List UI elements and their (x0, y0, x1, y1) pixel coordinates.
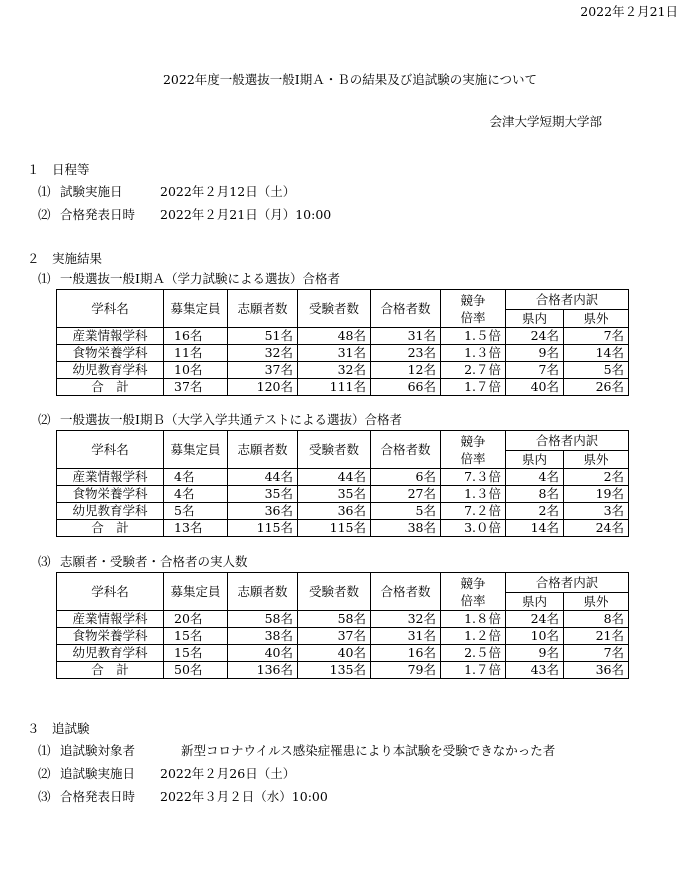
cell-inside: 2名 (506, 503, 564, 520)
table-row (57, 469, 629, 486)
header-ratio-line1: 競争 (460, 292, 486, 308)
schedule-announcement-date (38, 205, 331, 223)
cell-inside: 40名 (506, 379, 564, 396)
cell-applicants: 35名 (228, 486, 298, 503)
cell-passed: 27名 (371, 486, 441, 503)
cell-inside: 43名 (506, 662, 564, 679)
table-row (57, 345, 629, 362)
table-row (57, 328, 629, 345)
header-inside: 県内 (506, 310, 564, 328)
item-number: ⑵ (38, 207, 51, 222)
cell-passed: 38名 (371, 520, 441, 537)
header-passed: 合格者数 (371, 431, 441, 469)
cell-outside: 24名 (564, 520, 629, 537)
cell-passed: 12名 (371, 362, 441, 379)
cell-dept: 合 計 (57, 662, 164, 679)
document-title: 2022年度一般選抜一般Ⅰ期Ａ・Ｂの結果及び追試験の実施について (162, 72, 537, 87)
header-applicants: 志願者数 (228, 573, 298, 611)
cell-ratio: 2.７倍 (441, 362, 506, 379)
cell-capacity: 13名 (164, 520, 228, 537)
cell-examinees: 135名 (298, 662, 371, 679)
cell-ratio: 1.２倍 (441, 628, 506, 645)
cell-dept: 食物栄養学科 (57, 486, 164, 503)
header-passed: 合格者数 (371, 290, 441, 328)
table-row (57, 362, 629, 379)
item-label: 追試験対象者 (60, 743, 136, 758)
table-total-row (57, 520, 629, 537)
cell-passed: 31名 (371, 628, 441, 645)
table-1-caption (38, 269, 340, 287)
cell-passed: 5名 (371, 503, 441, 520)
item-label: 追試験実施日 (60, 766, 136, 781)
header-examinees: 受験者数 (298, 431, 371, 469)
cell-passed: 6名 (371, 469, 441, 486)
header-dept: 学科名 (57, 573, 164, 611)
cell-inside: 24名 (506, 328, 564, 345)
cell-dept: 幼児教育学科 (57, 362, 164, 379)
item-number: ⑵ (38, 766, 51, 781)
caption-text: 一般選抜一般Ⅰ期Ｂ（大学入学共通テストによる選抜）合格者 (60, 412, 402, 427)
cell-applicants: 40名 (228, 645, 298, 662)
cell-inside: 4名 (506, 469, 564, 486)
cell-capacity: 16名 (164, 328, 228, 345)
cell-applicants: 51名 (228, 328, 298, 345)
cell-capacity: 15名 (164, 628, 228, 645)
cell-dept: 産業情報学科 (57, 611, 164, 628)
cell-outside: 14名 (564, 345, 629, 362)
table-row (57, 628, 629, 645)
header-ratio-line2: 倍率 (460, 309, 486, 325)
table-total-row (57, 662, 629, 679)
makeup-exam-date (38, 764, 295, 782)
results-table-1 (56, 289, 629, 396)
header-breakdown: 合格者内訳 (506, 431, 629, 451)
table-row (57, 486, 629, 503)
section-3-heading: ３ 追試験 (27, 721, 90, 736)
cell-examinees: 48名 (298, 328, 371, 345)
cell-applicants: 136名 (228, 662, 298, 679)
cell-ratio: 1.７倍 (441, 662, 506, 679)
header-dept: 学科名 (57, 431, 164, 469)
header-capacity: 募集定員 (164, 290, 228, 328)
cell-capacity: 11名 (164, 345, 228, 362)
schedule-exam-date (38, 182, 295, 200)
cell-applicants: 32名 (228, 345, 298, 362)
cell-outside: 8名 (564, 611, 629, 628)
cell-passed: 66名 (371, 379, 441, 396)
item-value: 2022年３月２日（水）10:00 (160, 789, 328, 804)
header-ratio-line1: 競争 (460, 575, 486, 591)
results-table-2 (56, 430, 629, 537)
caption-text: 志願者・受験者・合格者の実人数 (60, 554, 248, 569)
cell-applicants: 58名 (228, 611, 298, 628)
cell-examinees: 31名 (298, 345, 371, 362)
cell-inside: 9名 (506, 345, 564, 362)
cell-examinees: 40名 (298, 645, 371, 662)
section-1-heading: １ 日程等 (27, 162, 90, 177)
cell-ratio: 1.５倍 (441, 328, 506, 345)
cell-dept: 幼児教育学科 (57, 503, 164, 520)
item-value: 新型コロナウイルス感染症罹患により本試験を受験できなかった者 (181, 743, 556, 758)
header-breakdown: 合格者内訳 (506, 573, 629, 593)
cell-outside: 36名 (564, 662, 629, 679)
makeup-announcement-date (38, 787, 328, 805)
cell-outside: 5名 (564, 362, 629, 379)
cell-inside: 10名 (506, 628, 564, 645)
header-ratio (441, 573, 506, 611)
cell-passed: 79名 (371, 662, 441, 679)
cell-outside: 2名 (564, 469, 629, 486)
cell-dept: 食物栄養学科 (57, 628, 164, 645)
cell-passed: 32名 (371, 611, 441, 628)
table-row (57, 645, 629, 662)
header-dept: 学科名 (57, 290, 164, 328)
cell-inside: 14名 (506, 520, 564, 537)
cell-applicants: 115名 (228, 520, 298, 537)
cell-examinees: 58名 (298, 611, 371, 628)
table-row (57, 611, 629, 628)
cell-outside: 7名 (564, 645, 629, 662)
makeup-target (38, 741, 555, 759)
caption-number: ⑶ (38, 554, 51, 569)
cell-outside: 19名 (564, 486, 629, 503)
caption-number: ⑵ (38, 412, 51, 427)
header-inside: 県内 (506, 593, 564, 611)
header-inside: 県内 (506, 451, 564, 469)
header-capacity: 募集定員 (164, 573, 228, 611)
header-examinees: 受験者数 (298, 573, 371, 611)
cell-capacity: 37名 (164, 379, 228, 396)
cell-capacity: 15名 (164, 645, 228, 662)
cell-ratio: 1.８倍 (441, 611, 506, 628)
section-2-heading: ２ 実施結果 (27, 251, 103, 266)
item-label: 合格発表日時 (60, 207, 136, 222)
cell-ratio: 7.３倍 (441, 469, 506, 486)
header-breakdown: 合格者内訳 (506, 290, 629, 310)
item-number: ⑴ (38, 184, 51, 199)
cell-ratio: 2.５倍 (441, 645, 506, 662)
cell-dept: 産業情報学科 (57, 469, 164, 486)
item-number: ⑴ (38, 743, 51, 758)
cell-examinees: 37名 (298, 628, 371, 645)
cell-dept: 合 計 (57, 379, 164, 396)
cell-examinees: 111名 (298, 379, 371, 396)
cell-inside: 24名 (506, 611, 564, 628)
cell-capacity: 50名 (164, 662, 228, 679)
caption-number: ⑴ (38, 271, 51, 286)
cell-capacity: 10名 (164, 362, 228, 379)
cell-ratio: 1.７倍 (441, 379, 506, 396)
item-number: ⑶ (38, 789, 51, 804)
organization-name: 会津大学短期大学部 (489, 114, 602, 129)
cell-ratio: 1.３倍 (441, 486, 506, 503)
cell-inside: 7名 (506, 362, 564, 379)
cell-dept: 幼児教育学科 (57, 645, 164, 662)
header-outside: 県外 (564, 593, 629, 611)
header-ratio-line1: 競争 (460, 433, 486, 449)
item-label: 試験実施日 (60, 184, 123, 199)
cell-inside: 8名 (506, 486, 564, 503)
cell-capacity: 4名 (164, 486, 228, 503)
cell-applicants: 120名 (228, 379, 298, 396)
header-capacity: 募集定員 (164, 431, 228, 469)
item-label: 合格発表日時 (60, 789, 136, 804)
cell-passed: 23名 (371, 345, 441, 362)
header-applicants: 志願者数 (228, 290, 298, 328)
results-table-3 (56, 572, 629, 679)
cell-passed: 31名 (371, 328, 441, 345)
cell-applicants: 36名 (228, 503, 298, 520)
cell-ratio: 7.２倍 (441, 503, 506, 520)
cell-outside: 21名 (564, 628, 629, 645)
header-outside: 県外 (564, 310, 629, 328)
cell-outside: 7名 (564, 328, 629, 345)
header-ratio-line2: 倍率 (460, 450, 486, 466)
cell-ratio: 1.３倍 (441, 345, 506, 362)
caption-text: 一般選抜一般Ⅰ期Ａ（学力試験による選抜）合格者 (60, 271, 340, 286)
cell-examinees: 115名 (298, 520, 371, 537)
table-3-caption (38, 552, 248, 570)
cell-examinees: 36名 (298, 503, 371, 520)
item-value: 2022年２月26日（土） (160, 766, 296, 781)
cell-capacity: 20名 (164, 611, 228, 628)
header-applicants: 志願者数 (228, 431, 298, 469)
table-2-caption (38, 410, 402, 428)
item-value: 2022年２月12日（土） (160, 184, 296, 199)
header-ratio-line2: 倍率 (460, 592, 486, 608)
cell-ratio: 3.０倍 (441, 520, 506, 537)
cell-passed: 16名 (371, 645, 441, 662)
cell-applicants: 44名 (228, 469, 298, 486)
table-total-row (57, 379, 629, 396)
table-row (57, 503, 629, 520)
header-ratio (441, 290, 506, 328)
cell-examinees: 32名 (298, 362, 371, 379)
cell-outside: 26名 (564, 379, 629, 396)
header-ratio (441, 431, 506, 469)
item-value: 2022年２月21日（月）10:00 (160, 207, 332, 222)
header-examinees: 受験者数 (298, 290, 371, 328)
cell-applicants: 37名 (228, 362, 298, 379)
header-passed: 合格者数 (371, 573, 441, 611)
cell-outside: 3名 (564, 503, 629, 520)
cell-dept: 産業情報学科 (57, 328, 164, 345)
cell-capacity: 5名 (164, 503, 228, 520)
header-outside: 県外 (564, 451, 629, 469)
cell-dept: 食物栄養学科 (57, 345, 164, 362)
cell-examinees: 35名 (298, 486, 371, 503)
cell-examinees: 44名 (298, 469, 371, 486)
cell-dept: 合 計 (57, 520, 164, 537)
cell-inside: 9名 (506, 645, 564, 662)
cell-applicants: 38名 (228, 628, 298, 645)
cell-capacity: 4名 (164, 469, 228, 486)
document-date: 2022年２月21日 (580, 4, 678, 19)
